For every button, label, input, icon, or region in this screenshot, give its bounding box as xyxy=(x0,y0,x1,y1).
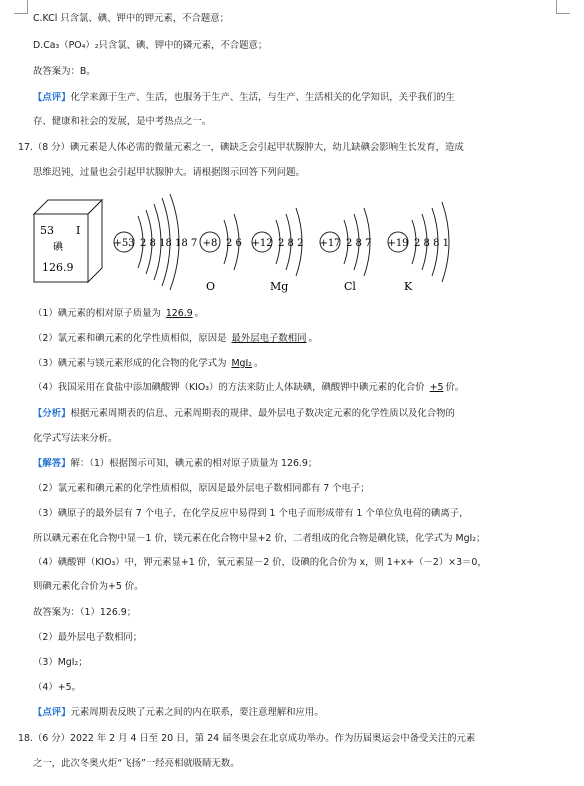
solution-line-6: 则碘元素化合价为+5 价。 xyxy=(33,581,144,592)
comment-2-tag: 【点评】 xyxy=(33,707,71,718)
solution-line-1: 【解答】解：（1）根据图示可知，碘元素的相对原子质量为 126.9； xyxy=(33,458,318,469)
analysis-tag: 【分析】 xyxy=(33,408,71,419)
solution-line-3: （3）碘原子的最外层有 7 个电子，在化学反应中易得到 1 个电子而形成带有 1 个单位负电荷的碘离子， xyxy=(33,508,469,519)
sub-question-2: （2）氯元素和碘元素的化学性质相似，原因是 最外层电子数相同 。 xyxy=(33,333,318,344)
shells-magnesium: 2 8 2 xyxy=(278,238,304,249)
shells-oxygen: 2 6 xyxy=(226,238,242,249)
answer-line: 故答案为：B。 xyxy=(33,66,96,77)
atom-oxygen xyxy=(200,214,242,293)
analysis-line-2: 化学式写法来分析。 xyxy=(33,433,118,444)
sub-question-3: （3）碘元素与镁元素形成的化合物的化学式为 MgI₂ 。 xyxy=(33,358,264,369)
answer-blank-2: 最外层电子数相同 xyxy=(231,333,307,344)
answer-blank-4: +5 xyxy=(429,382,444,393)
element-name: 碘 xyxy=(53,242,63,253)
question-17-line-1: 17.（8 分）碘元素是人体必需的微量元素之一，碘缺乏会引起甲状腺肿大，幼儿缺碘会影响生长发育，造成 xyxy=(18,142,464,153)
final-answer-4: （4）+5。 xyxy=(33,682,81,693)
crop-mark-right xyxy=(556,0,570,14)
sub-question-1: （1）碘元素的相对原子质量为 126.9 。 xyxy=(33,308,205,319)
question-18-line-1: 18.（6 分）2022 年 2 月 4 日至 20 日，第 24 届冬奥会在北京成功举办。作为历届奥运会中备受关注的元素 xyxy=(18,733,476,744)
analysis-line-1: 【分析】根据元素周期表的信息、元素周期表的规律、最外层电子数决定元素的化学性质以及化合物的 xyxy=(33,408,455,419)
solution-tag: 【解答】 xyxy=(33,458,71,469)
solution-line-2: （2）氯元素和碘元素的化学性质相似，原因是最外层电子数相同都有 7 个电子； xyxy=(33,483,370,494)
shells-potassium: 2 8 8 1 xyxy=(414,238,449,249)
atom-structure-figure xyxy=(30,192,550,294)
question-18-line-2: 之一，此次冬奥火炬“飞扬”一经亮相就吸睛无数。 xyxy=(33,758,240,769)
nucleus-potassium: +19 xyxy=(387,238,409,249)
atom-chlorine xyxy=(319,208,371,293)
option-d-line: D.Ca₃（PO₄）₂只含氯、碘、钾中的磷元素，不合题意； xyxy=(33,40,268,51)
solution-line-5: （4）碘酸钾（KIO₃）中，钾元素显+1 价，氧元素显－2 价，设碘的化合价为 x，则 1+x+（－2）×3＝0， xyxy=(33,557,487,568)
comment-tag: 【点评】 xyxy=(33,92,71,103)
element-symbol: I xyxy=(76,224,81,237)
nucleus-oxygen: +8 xyxy=(202,238,218,249)
answer-blank-3: MgI₂ xyxy=(231,358,253,369)
comment-line-1: 【点评】化学来源于生产、生活，也服务于生产、生活，与生产、生活相关的化学知识，关乎我们的生 xyxy=(33,92,455,103)
nucleus-magnesium: +12 xyxy=(251,238,273,249)
label-magnesium: Mg xyxy=(270,280,289,293)
label-chlorine: Cl xyxy=(344,280,356,293)
nucleus-iodine: +53 xyxy=(113,238,135,249)
option-c-line: C.KCl 只含氯、碘、钾中的钾元素，不合题意； xyxy=(33,13,230,24)
nucleus-chlorine: +17 xyxy=(319,238,341,249)
atomic-mass: 126.9 xyxy=(42,261,74,274)
sub-question-4: （4）我国采用在食盐中添加碘酸钾（KIO₃）的方法来防止人体缺碘，碘酸钾中碘元素的化合价 +5 价。 xyxy=(33,382,465,393)
final-answer-title: 故答案为：（1）126.9； xyxy=(33,607,137,618)
atom-iodine xyxy=(113,194,197,290)
shells-iodine: 2 8 18 18 7 xyxy=(140,238,198,249)
shells-chlorine: 2 8 7 xyxy=(346,238,372,249)
label-oxygen: O xyxy=(206,280,216,293)
crop-mark-left xyxy=(14,0,28,14)
answer-blank-1: 126.9 xyxy=(165,308,193,319)
atom-potassium xyxy=(387,202,449,293)
solution-line-4: 所以碘元素在化合物中显－1 价，镁元素在化合物中显+2 价，二者组成的化合物是碘化镁，化学式为 MgI₂； xyxy=(33,533,486,544)
atom-magnesium xyxy=(251,208,303,293)
label-potassium: K xyxy=(404,280,413,293)
final-answer-2: （2）最外层电子数相同； xyxy=(33,632,143,643)
final-answer-3: （3）MgI₂； xyxy=(33,657,88,668)
comment-2-line: 【点评】元素周期表反映了元素之间的内在联系，要注意理解和应用。 xyxy=(33,707,324,718)
element-cell xyxy=(34,200,102,282)
comment-line-2: 存、健康和社会的发展，是中考热点之一。 xyxy=(33,116,212,127)
question-17-line-2: 思维迟钝，过量也会引起甲状腺肿大。请根据图示回答下列问题。 xyxy=(33,167,305,178)
atomic-number: 53 xyxy=(40,224,54,237)
figure-svg xyxy=(30,192,550,294)
